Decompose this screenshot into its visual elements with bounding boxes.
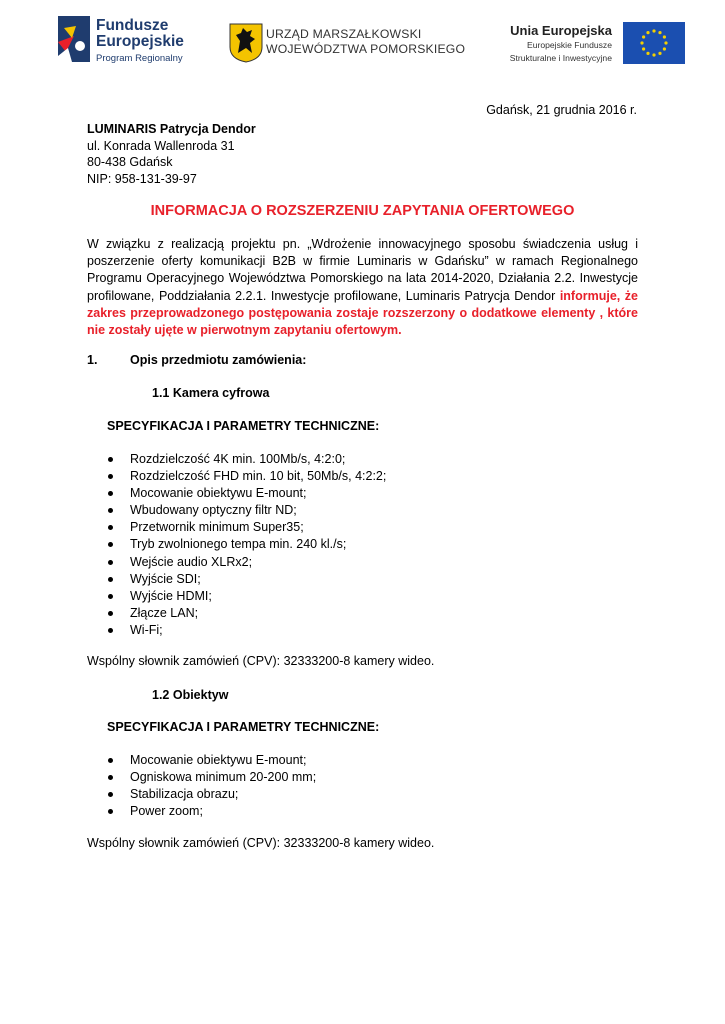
list-item: Mocowanie obiektywu E-mount; xyxy=(107,485,386,502)
list-item: Wyjście HDMI; xyxy=(107,588,386,605)
list-item: Złącze LAN; xyxy=(107,605,386,622)
addressee-block xyxy=(87,121,256,187)
list-item: Wi-Fi; xyxy=(107,622,386,639)
eu-flag-icon xyxy=(623,22,685,64)
list-item: Wyjście SDI; xyxy=(107,571,386,588)
item-1-spec-heading: SPECYFIKACJA I PARAMETRY TECHNICZNE: xyxy=(107,419,380,433)
fe-title-2: Europejskie xyxy=(96,33,184,50)
list-item: Rozdzielczość FHD min. 10 bit, 50Mb/s, 4:2:2; xyxy=(107,468,386,485)
griffin-crest-icon xyxy=(229,23,263,63)
item-2-cpv: Wspólny słownik zamówień (CPV): 32333200-8 kamery wideo. xyxy=(87,836,435,850)
document-title: INFORMACJA O ROZSZERZENIU ZAPYTANIA OFERTOWEGO xyxy=(150,203,575,219)
list-item: Wbudowany optyczny filtr ND; xyxy=(107,502,386,519)
list-item: Mocowanie obiektywu E-mount; xyxy=(107,752,316,769)
item-1-spec-list xyxy=(107,451,386,639)
list-item: Rozdzielczość 4K min. 100Mb/s, 4:2:0; xyxy=(107,451,386,468)
fe-subtitle: Program Regionalny xyxy=(96,53,183,64)
addressee-nip: NIP: 958-131-39-97 xyxy=(87,171,197,186)
addressee-street: ul. Konrada Wallenroda 31 xyxy=(87,138,235,153)
ue-subtitle-1: Europejskie Fundusze xyxy=(526,40,612,50)
section-1-title: Opis przedmiotu zamówienia: xyxy=(130,353,307,367)
item-2-spec-heading: SPECYFIKACJA I PARAMETRY TECHNICZNE: xyxy=(107,720,380,734)
addressee-name: LUMINARIS Patrycja Dendor xyxy=(87,122,256,136)
umwp-line-2: WOJEWÓDZTWA POMORSKIEGO xyxy=(266,42,466,56)
item-2-spec-list xyxy=(107,752,316,820)
intro-paragraph xyxy=(87,236,638,339)
list-item: Tryb zwolnionego tempa min. 240 kl./s; xyxy=(107,536,386,553)
ue-subtitle-2: Strukturalne i Inwestycyjne xyxy=(509,53,612,63)
intro-text: W związku z realizacją projektu pn. „Wdrożenie innowacyjnego sposobu świadczenia usług i poszerzenie oferty komunikacji B2B w firmie Luminaris w Gdańsku” w ramach Regionalnego Programu Operacyjnego Województwa Pomorskiego na lata 2014-2020, Działania 2.2. Inwestycje profilowane, Poddziałania 2.2.1. Inwestycje profilowane, Luminaris Patrycja Dendor xyxy=(87,237,638,303)
list-item: Power zoom; xyxy=(107,803,316,820)
item-1-cpv: Wspólny słownik zamówień (CPV): 32333200-8 kamery wideo. xyxy=(87,654,435,668)
document-date: Gdańsk, 21 grudnia 2016 r. xyxy=(486,103,637,117)
fundusze-europejskie-label xyxy=(96,18,184,64)
item-2-heading: 1.2 Obiektyw xyxy=(152,688,229,702)
ue-title: Unia Europejska xyxy=(510,23,612,38)
intro-highlight: informuje, że zakres przeprowadzonego postępowania zostaje rozszerzony o dodatkowe elementy , które nie zostały ujęte w pierwotnym zapytaniu ofertowym. xyxy=(87,288,639,338)
list-item: Ogniskowa minimum 20-200 mm; xyxy=(107,769,316,786)
section-1-number: 1. xyxy=(87,353,98,367)
addressee-city: 80-438 Gdańsk xyxy=(87,155,173,170)
item-1-heading: 1.1 Kamera cyfrowa xyxy=(152,386,270,400)
list-item: Stabilizacja obrazu; xyxy=(107,786,316,803)
list-item: Przetwornik minimum Super35; xyxy=(107,519,386,536)
list-item: Wejście audio XLRx2; xyxy=(107,554,386,571)
urzad-marszalkowski-label xyxy=(266,27,465,57)
unia-europejska-label xyxy=(508,23,612,64)
umwp-line-1: URZĄD MARSZAŁKOWSKI xyxy=(266,27,422,41)
fe-title-1: Fundusze xyxy=(96,17,169,34)
fundusze-europejskie-logo-icon xyxy=(58,16,90,62)
